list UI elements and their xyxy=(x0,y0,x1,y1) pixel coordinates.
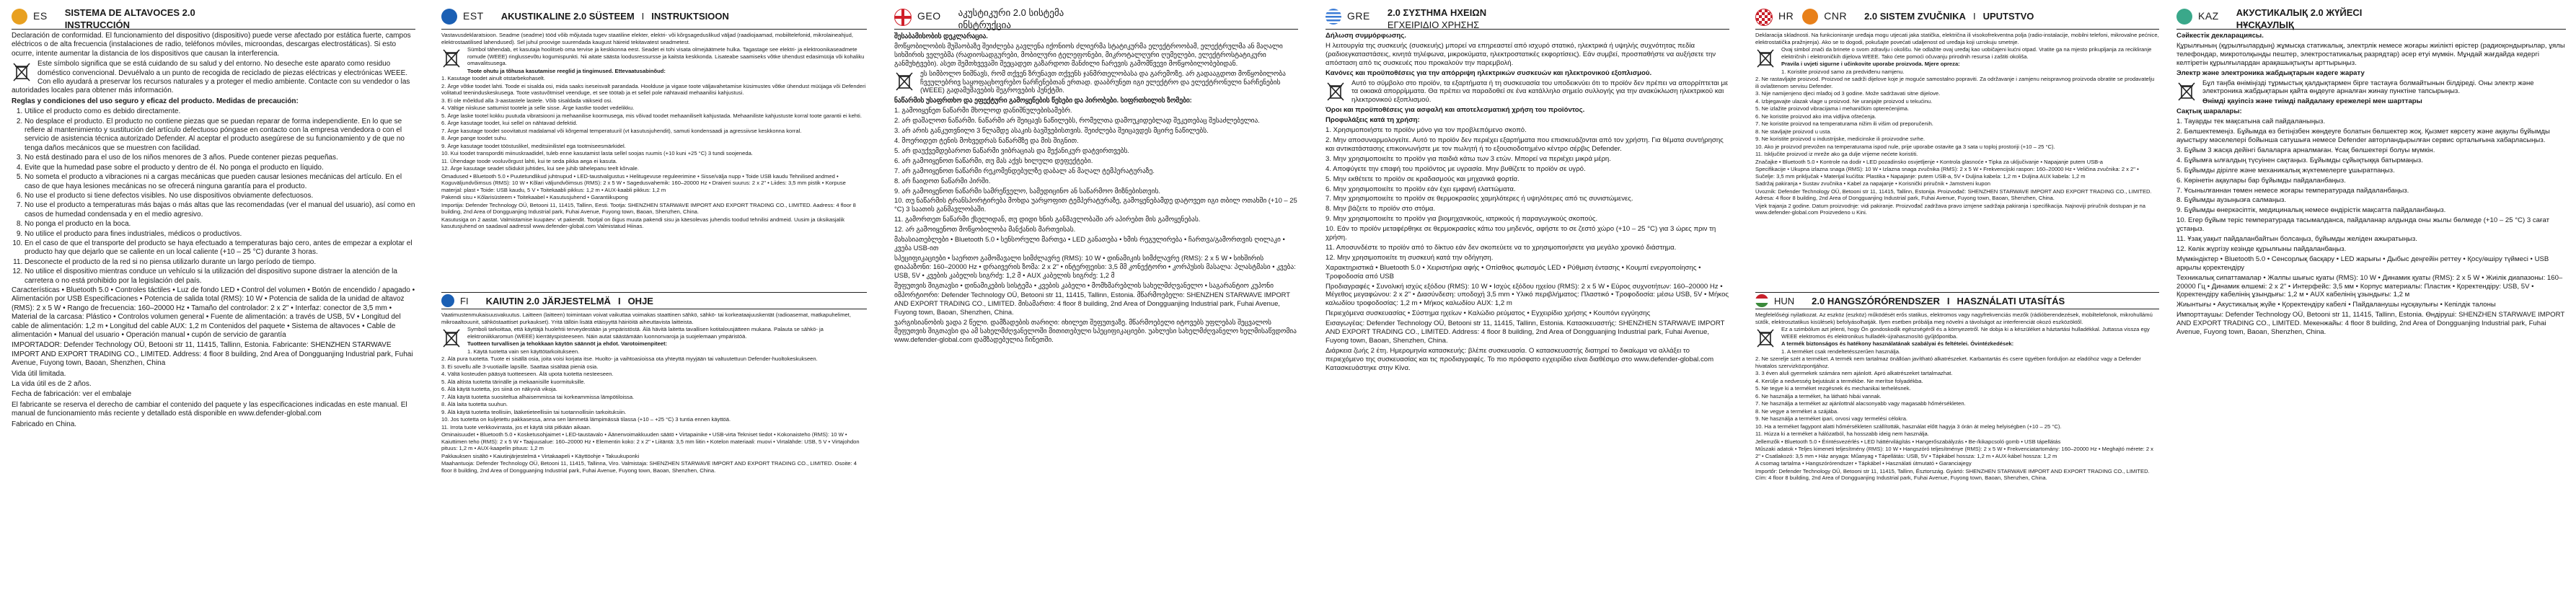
es-life: Vida útil limitada. xyxy=(12,369,66,378)
kaz-column xyxy=(2176,32,2566,601)
es-header xyxy=(12,6,415,30)
hr-para: 7. Ne koristite proizvod na temperaturama nižim ili višim od preporučenih. xyxy=(1755,120,1933,127)
hun-para: 9. Ne használja a terméket ipari, orvosi vagy termelési célokra. xyxy=(1755,415,1908,422)
kaz-lang-code: KAZ xyxy=(2198,10,2219,22)
es-rules-list xyxy=(12,107,415,286)
hr-title xyxy=(1864,12,2034,22)
es-rules-title: Reglas y condiciones del uso seguro y eficaz del producto. Medidas de precaución: xyxy=(12,97,299,105)
est-para: 8. Ärge pange toodet suhu. xyxy=(441,135,508,141)
est-para: 11. Ühendage toode vooluvõrgust lahti, kui te seda pikka aega ei kasuta. xyxy=(441,157,617,164)
fi-para: 8. Älä laita tuotetta suuhun. xyxy=(441,401,508,407)
gre-para: 12. Μην χρησιμοποιείτε τη συσκευή κατά την οδήγηση. xyxy=(1326,253,1494,262)
hun-title xyxy=(1812,296,2065,306)
kaz-para: Электр және электроника жабдықтарын кәдеге жарату xyxy=(2176,69,2365,77)
es-rights: El fabricante se reserva el derecho de cambiar el contenido del paquete y las especificaciones indicadas en este manual. El manual de funcionamiento más reciente y detallado está disponible en www.defender-global.com xyxy=(12,400,407,418)
est-subtitle: INSTRUKTSIOON xyxy=(651,11,729,22)
gre-subtitle: ΕΓΧΕΙΡΙΔΙΟ ΧΡΗΣΗΣ xyxy=(1387,19,1480,30)
es-lang-code: ES xyxy=(33,10,48,22)
gre-para: 8. Μην βάζετε το προϊόν στο στόμα. xyxy=(1326,205,1436,213)
fi-lang-code: FI xyxy=(460,295,469,306)
fi-para: 6. Älä käytä tuotetta, jos siinä on näkyviä vikoja. xyxy=(441,386,557,392)
geo-para: 5. არ დაუქვემდებაროთ ნაწარმი ვიბრაციას და მექანიკურ დატვირთვებს. xyxy=(894,146,1129,154)
hr-para: Uvoznik: Defender Technology OÜ, Betooni str 11, 11415, Tallinn, Estonija. Proizvođač: SHENZHEN STARWAVE IMPORT AND EXPORT TRADING CO., LIMITED. Adresa: 4 floor 8 building, 2nd Area of Dongguanjing Industrial park, Fuhai Avenue, Fuyong town, Baoan, Shenzhen, China. xyxy=(1755,187,2152,201)
est-para: Importija: Defender Technology OÜ, Betooni 11, 11415, Tallinn, Eesti. Tootja: SHENZHEN STARWAVE IMPORT AND EXPORT TRADING CO., LIMITED. Aadress: 4 floor 8 building, 2nd Area of Dongguanjing Industrial park, Fuhai Avenue, Fuyong town, Baoan, Shenzhen, China. xyxy=(441,201,856,215)
kaz-para: Жиынтығы • Акустикалық жүйе • Қоректендіру кабелі • Пайдаланушы нұсқаулығы • Кепілдік талоны xyxy=(2176,301,2496,309)
kaz-para: 5. Бұйымды дірілге және механикалық жүктемелерге ұшыратпаңыз. xyxy=(2176,166,2395,175)
es-rule: 5. No someta el producto a vibraciones ni a cargas mecánicas que pueden causar lesiones mecánicas del artículo. En el caso de que haya lesiones mecánicas no se ofrecerá ninguna garantía para el producto. xyxy=(25,173,415,191)
est-para: 7. Ärge kasutage toodet soovitatust madalamal või kõrgemal temperatuuril (vt kasutusjuhendit), samuti kondensaadi ja agressiivse keskkonna korral. xyxy=(441,127,802,134)
geo-para: სპეციფიკაციები • საერთო გამომავალი სიმძლავრე (RMS): 10 W • დინამიკის სიმძლავრე (RMS): 2 x 5 W • სიხშირის დიაპაზონი: 160–20000 Hz • დრაივერის ზომა: 2 x 2" • ინტერფეისი: 3,5 მმ კონექტორი • კორპუსის მასალა: პლასტმასი • კვება: USB, 5V • კვების კაბელის სიგრძე: 1,2 მ • AUX კაბელის სიგრძე: 1,2 მ xyxy=(894,253,1296,279)
geo-para: 6. არ გამოიყენოთ ნაწარმი, თუ მას აქვს ხილული დეფექტები. xyxy=(894,156,1093,164)
hun-sep: I xyxy=(1946,295,1950,306)
kaz-para: Техникалық сипаттамалар • Жалпы шығыс қуаты (RMS): 10 W • Динамик қуаты (RMS): 2 x 5 W • Жиілік диапазоны: 160–20000 Гц • Динамик өлшемі: 2 x 2" • Интерфейс: 3,5 мм • Корпус материалы: Пластик • Қоректендіру: USB, 5V • Қоректендіру кабелінің ұзындығы: 1,2 м • AUX кабелінің ұзындығы: 1,2 м xyxy=(2176,273,2563,299)
est-para: 3. Ei ole mõeldud alla 3-aastastele lastele. Võib sisaldada väikseid osi. xyxy=(441,97,613,104)
geo-para: 8. არ ჩაიდოთ ნაწარმი პირში. xyxy=(894,176,991,185)
kaz-subtitle: НҰСҚАУЛЫҚ xyxy=(2236,19,2294,30)
fi-column xyxy=(441,312,867,600)
cnr-flag-icon xyxy=(1802,9,1818,25)
gre-para: 7. Μην χρησιμοποιείτε το προϊόν σε θερμοκρασίες χαμηλότερες ή υψηλότερες από τις συνιστώμενες. xyxy=(1326,195,1633,203)
geo-flag-icon xyxy=(894,9,912,26)
fi-flag-icon xyxy=(441,294,454,307)
hr-para: 9. Ne koristite proizvod u industrijske, medicinske ili proizvodne svrhe. xyxy=(1755,136,1926,142)
fi-para: 3. Ei sovellu alle 3-vuotiaille lapsille. Saattaa sisältää pieniä osia. xyxy=(441,363,599,370)
hr-para: Pravila i uvjeti sigurne i učinkovite uporabe proizvoda. Mjere opreza: xyxy=(1781,61,1960,67)
gre-title: 2.0 ΣΥΣΤΗΜΑ ΗΧΕΙΩΝ xyxy=(1387,7,1487,18)
geo-para: 7. არ გამოიყენოთ ნაწარმი რეკომენდებულზე დაბალ ან მაღალ ტემპერატურაზე. xyxy=(894,166,1155,175)
geo-title-block xyxy=(958,6,1064,30)
geo-para: 3. არ არის განკუთვნილი 3 წლამდე ასაკის ბავშვებისთვის. შეიძლება შეიცავდეს მცირე ნაწილებს. xyxy=(894,126,1209,135)
est-para: 4. Vältige niiskuse sattumist tootele ja selle sisse. Ärge kastke toodet vedelikku. xyxy=(441,105,635,111)
geo-title: აკუსტიკური 2.0 სისტემა xyxy=(958,7,1064,18)
gre-para: 11. Αποσυνδέστε το προϊόν από το δίκτυο εάν δεν σκοπεύετε να το χρησιμοποιήσετε για μεγάλο χρονικό διάστημα. xyxy=(1326,243,1677,252)
est-para: 2. Ärge võtke toodet lahti. Toode ei sisalda osi, mida saaks iseseisvalt parandada. Hoolduse ja vigase toote väljavahetamise küsimustes võtke ühendust müüjaga või Defenderi volitatud teeninduskeskusega. Toote vastuvõtmisel veenduge, et see töötab ja et sellel pole nähtavaid mehaanilisi kahjustusi. xyxy=(441,82,866,96)
fi-para: 1. Käytä tuotetta vain sen käyttötarkoitukseen. xyxy=(467,348,580,355)
weee-bin-icon xyxy=(2176,81,2197,102)
kaz-title: АКУСТИКАЛЫҚ 2.0 ЖҮЙЕСІ xyxy=(2236,7,2363,18)
geo-header xyxy=(894,6,1298,30)
hun-para: 10. Ha a terméket fagypont alatti hőmérsékleten szállították, használat előtt hagyja 3 órán át meleg helyiségben (+10 – 25 °C). xyxy=(1755,423,2062,430)
hun-para: Ez a szimbólum azt jelenti, hogy Ön gondoskodik egészségéről és a környezetről. Ne dobja ki a készüléket a háztartási hulladékkal. Juttassa vissza egy WEEE elektromos és elektronikus hulladék-újrahasznosító gyűjtőpontba. xyxy=(1781,326,2150,340)
geo-subtitle: ინსტრუქცია xyxy=(958,19,1012,30)
es-title: SISTEMA DE ALTAVOCES 2.0 xyxy=(64,7,195,18)
hr-para: 4. Izbjegavajte ulazak vlage u proizvod. Ne uranjajte proizvod u tekućinu. xyxy=(1755,97,1933,105)
kaz-para: 7. Ұсынылғаннан төмен немесе жоғары температурада пайдаланбаңыз. xyxy=(2176,186,2409,195)
geo-para: 4. მოერიდეთ ტენის მოხვედრას ნაწარმზე და მის შიგნით. xyxy=(894,136,1079,144)
kaz-para: 10. Егер бұйым теріс температурада тасымалданса, пайдаланар алдында оны жылы бөлмеде (+10 – 25 °C) 3 сағат ұстаңыз. xyxy=(2176,216,2549,234)
est-para: Pakendi sisu • Kõlarisüsteem • Toitekaabel • Kasutusjuhend • Garantiikupong xyxy=(441,194,628,200)
geo-para: ეს სიმბოლო ნიშნავს, რომ თქვენ ზრუნავთ თქვენს ჯანმრთელობასა და გარემოზე. არ გადააგდოთ მოწყობილობა ჩვეულებრივ საყოფაცხოვრებო ნარჩენებთან ერთად. დააბრუნეთ იგი ელექტრო და ელექტრონული ნარჩენების (WEEE) გადამუშავების შეგროვების პუნქტში. xyxy=(920,69,1286,94)
hun-para: Műszaki adatok • Teljes kimeneti teljesítmény (RMS): 10 W • Hangszóró teljesítménye (RMS): 2 x 5 W • Frekvenciatartomány: 160–20000 Hz • Meghajtó mérete: 2 x 2" • Csatlakozó: 3,5 mm • Ház anyaga: Műanyag • Tápellátás: USB, 5V • Tápkábel hossza: 1,2 m • AUX-kábel hossza: 1,2 m xyxy=(1755,446,2153,459)
fi-para: 11. Irrota tuote verkkovirrasta, jos et käytä sitä pitkään aikaan. xyxy=(441,423,591,430)
es-rule: 12. No utilice el dispositivo mientras conduce un vehículo si la utilización del dispositivo supone distraer la atención de la carretera o no está prohibido por la legislación del país. xyxy=(25,268,415,286)
fi-para: 5. Älä altista tuotetta tärinälle ja mekaanisille kuormituksille. xyxy=(441,378,586,385)
fi-title-text: KAIUTIN 2.0 JÄRJESTELMÄ xyxy=(485,295,611,306)
gre-para: Διάρκεια ζωής 2 έτη. Ημερομηνία κατασκευής: βλέπε συσκευασία. Ο κατασκευαστής διατηρεί το δικαίωμα να αλλάξει το περιεχόμενο της συσκευασίας και τις προδιαγραφές. Το πιο πρόσφατο εγχειρίδιο είναι διαθέσιμο στο www.defender-global.com Κατασκευάστηκε στην Κίνα. xyxy=(1326,346,1714,372)
fi-para: Vaatimustenmukaisuusvakuutus. Laitteen (laitteen) toimintaan voivat vaikuttaa voimakas staattinen sähkö, sähkö- tai korkeataajuuskentät (radioasemat, matkapuhelimet, mikroaaltouunit, sähköstaattiset purkaukset). Yritä tällöin lisätä etäisyyttä häiriöitä aiheuttavista laitteista. xyxy=(441,312,852,325)
es-weee: Este símbolo significa que se está cuidando de su salud y del entorno. No deseche este aparato como residuo doméstico convencional. Devuélvalo a un punto de recogida de reciclado de piezas eléctricas y electrónicas WEEE. Con ello ayudará a preservar los recursos naturales y a proteger el medio ambiente. Contacte con su vendedor o las autoridades locales para obtener más información. xyxy=(12,60,410,95)
hr-column xyxy=(1755,32,2159,281)
gre-para: Η λειτουργία της συσκευής (συσκευής) μπορεί να επηρεαστεί από ισχυρό στατικό, ηλεκτρικά ή υψηλής συχνότητας πεδία (ραδιοεγκαταστάσεις, κινητά τηλέφωνα, μικροκύματα, ηλεκτροστατικές εκφορτίσεις). Εάν συμβεί, προσπαθήστε να αυξήσετε την απόσταση από τις συσκευές που προκαλούν την παρεμβολή. xyxy=(1326,41,1716,67)
hr-para: 3. Nije namijenjeno djeci mlađoj od 3 godine. Može sadržavati sitne dijelove. xyxy=(1755,90,1941,97)
gre-lang-code: GRE xyxy=(1347,10,1370,22)
kaz-para: 8. Бұйымды аузыңызға салмаңыз. xyxy=(2176,196,2287,205)
est-column xyxy=(441,32,867,281)
gre-para: Αυτό το σύμβολο στο προϊόν, τα εξαρτήματα ή τη συσκευασία του υποδεικνύει ότι το προϊόν δεν πρέπει να απορρίπτεται με τα οικιακά απορρίμματα. Θα πρέπει να παραδοθεί σε ένα κατάλληλο σημείο συλλογής για την ανακύκλωση ηλεκτρικού και ηλεκτρονικού εξοπλισμού. xyxy=(1351,79,1729,105)
gre-header xyxy=(1326,6,1729,30)
fi-para: Symboli tarkoittaa, että käyttäjä huolehtii terveydestään ja ympäristöstä. Älä hävitä laitetta tavallisen kotitalousjätteen mukana. Palauta se sähkö- ja elektroniikkaromun (WEEE) kierrätyspisteeseen. Näin autat säästämään luonnonvaroja ja suojelemaan ympäristöä. xyxy=(467,326,824,340)
hr-para: Ovaj simbol znači da brinete o svom zdravlju i okolišu. Ne odlažite ovaj uređaj kao uobičajeni kućni otpad. Vratite ga na mjesto prikupljanja za recikliranje električnih i elektroničkih dijelova WEEE. Tako ćete pomoći očuvanju prirodnih resursa i zaštiti okoliša. xyxy=(1781,46,2152,60)
kaz-para: 3. Бұйым 3 жасқа дейінгі балаларға арналмаған. Ұсақ бөлшектері болуы мүмкін. xyxy=(2176,146,2435,154)
gre-para: Προδιαγραφές • Συνολική ισχύς εξόδου (RMS): 10 W • Ισχύς εξόδου ηχείου (RMS): 2 x 5 W • Εύρος συχνοτήτων: 160–20000 Hz • Μέγεθος μεγαφώνου: 2 x 2" • Διασύνδεση: υποδοχή 3,5 mm • Υλικό περιβλήματος: Πλαστικό • Τροφοδοσία: μέσω USB, 5V • Μήκος καλωδίου τροφοδοσίας: 1,2 m • Μήκος καλωδίου AUX: 1,2 m xyxy=(1326,282,1729,308)
est-header xyxy=(441,6,867,30)
est-para: Kasutusiga on 2 aastat. Valmistamise kuupäev: vt pakendit. Tootjal on õigus muuta pakendi sisu ja käesolevas juhendis toodud tehnilisi andmeid. Uusim ja üksikasjalik kasutusjuhend on saadaval aadressil www.defender-global.com Valmistatud Hiinas. xyxy=(441,216,845,229)
weee-bin-icon xyxy=(1326,81,1346,102)
gre-flag-icon xyxy=(1326,9,1341,25)
gre-para: Κανόνες και προϋποθέσεις για την απόρριψη ηλεκτρικών συσκευών και ηλεκτρονικού εξοπλισμού. xyxy=(1326,69,1652,77)
est-para: 1. Kasutage toodet ainult otstarbekohaselt. xyxy=(441,75,545,81)
geo-para: შესაბამისობის დეკლარაცია. xyxy=(894,32,988,40)
gre-para: Χαρακτηριστικά • Bluetooth 5.0 • Χειριστήρια αφής • Οπίσθιος φωτισμός LED • Ρύθμιση έντασης • Κουμπί ενεργοποίησης • Τροφοδοσία από USB xyxy=(1326,263,1701,281)
geo-para: ნაწარმის უსაფრთხო და ეფექტური გამოყენების წესები და პირობები. სიფრთხილის ზომები: xyxy=(894,96,1192,105)
kaz-title-block xyxy=(2236,6,2363,30)
gre-para: 4. Αποφύγετε την επαφή του προϊόντος με υγρασία. Μην βυθίζετε το προϊόν σε υγρό. xyxy=(1326,164,1586,173)
kaz-para: Бұл таңба өніміңізді тұрмыстық қалдықтармен бірге тастауға болмайтынын білдіреді. Оны электр және электроника жабдықтарын қайта өңдеуге арналған жинау пунктіне тапсырыңыз. xyxy=(2202,79,2534,96)
es-intro: Declaración de conformidad. El funcionamiento del dispositivo (dispositivo) puede verse afectado por estática fuerte, campos eléctricos o de alta frecuencia (instalaciones de radio, teléfonos móviles, microondas, descargas electrostáticas). Si esto ocurre, intente aumentar la distancia de los dispositivos que causan la interferencia. xyxy=(12,32,411,58)
fi-title xyxy=(486,296,653,306)
geo-para: შეფუთვის შიგთავსი • დინამიკების სისტემა • კვების კაბელი • მომხმარებლის სახელმძღვანელო • საგარანტიო კუპონი xyxy=(894,281,1274,289)
hr-para: Značajke • Bluetooth 5.0 • Kontrole na dodir • LED pozadinsko osvjetljenje • Kontrola glasnoće • Tipka za uključivanje • Napajanje putem USB-a xyxy=(1755,158,2103,165)
es-date: Fecha de fabricación: ver el embalaje xyxy=(12,390,132,399)
geo-para: მახასიათებლები • Bluetooth 5.0 • სენსორული მართვა • LED განათება • ხმის რეგულირება • ჩართვა/გამორთვის ღილაკი • კვება USB-ით xyxy=(894,235,1285,252)
est-para: 10. Kui toodet transporditi miinuskraadidel, tuleb enne kasutamist lasta sellel soojas ruumis (+10 kuni +25 °C) 3 tundi soojeneda. xyxy=(441,150,753,156)
kaz-para: Сәйкестік декларациясы. xyxy=(2176,32,2264,40)
est-para: Sümbol tähendab, et kasutaja hoolitseb oma tervise ja keskkonna eest. Seadet ei tohi visata olmejäätmete hulka. Tagastage see elektri- ja elektroonikaseadmete romude (WEEE) ringlussevõtu kogumispunkti. Nii aitate säästa loodusressursse ja kaitsta keskkonda. Lisateabe saamiseks võtke ühendust edasimüüja või kohaliku omavalitsusega. xyxy=(467,46,865,66)
hr-para: 5. Ne izlažite proizvod vibracijama i mehaničkim opterećenjima. xyxy=(1755,105,1910,112)
kaz-para: Сақтық шаралары: xyxy=(2176,107,2242,116)
gre-column xyxy=(1326,32,1729,601)
hun-para: Importőr: Defender Technology OÜ, Betooni str 11, 11415, Tallinn, Észtország. Gyártó: SHENZHEN STARWAVE IMPORT AND EXPORT TRADING CO., LIMITED. Cím: 4 floor 8 building, 2nd Area of Dongguanjing Industrial park, Fuhai Avenue, Fuyong town, Baoan, Shenzhen, China. xyxy=(1755,467,2150,481)
hun-para: 4. Kerülje a nedvesség bejutását a termékbe. Ne merítse folyadékba. xyxy=(1755,377,1923,384)
es-rule: 2. No desplace el producto. El producto no contiene piezas que se puedan reparar de forma independiente. En lo que se refiere al mantenimiento y sustitución del artículo defectuoso póngase en contacto con la empresa vendedora o con el servicio de asistencia técnica autorizado Defender. Al aceptar el producto asegúrese de su funcionamiento y de que no tenga daños mecánicos que se muestren con facilidad. xyxy=(25,118,415,154)
fi-para: 9. Älä käytä tuotetta teollisiin, lääketieteellisiin tai tuotannollisiin tarkoituksiin. xyxy=(441,408,627,415)
est-title-text: AKUSTIKALINE 2.0 SÜSTEEM xyxy=(500,11,635,22)
geo-para: 2. არ დაშალოთ ნაწარმი. ნაწარმი არ შეიცავს ნაწილებს, რომელთა დამოუკიდებლად შეკეთებაც შესაძლებელია. xyxy=(894,116,1260,125)
gre-title-block xyxy=(1388,6,1486,30)
geo-para: 10. თუ ნაწარმის ტრანსპორტირება მოხდა უარყოფით ტემპერატურაზე, გამოყენებამდე დატოვეთ იგი თბილ ოთახში (+10 – 25 °C) 3 საათის განმავლობაში. xyxy=(894,196,1297,213)
kaz-para: Өнімді қауіпсіз және тиімді пайдалану ережелері мен шарттары xyxy=(2202,97,2422,106)
gre-para: 1. Χρησιμοποιήστε το προϊόν μόνο για τον προβλεπόμενο σκοπό. xyxy=(1326,126,1527,135)
es-rule: 11. Desconecte el producto de la red si no piensa utilizarlo durante un largo período de tiempo. xyxy=(25,258,415,267)
geo-lang-code: GEO xyxy=(917,10,941,22)
fi-para: Maahantuoja: Defender Technology OÜ, Betooni 11, 11415, Tallinna, Viro. Valmistaja: SHENZHEN STARWAVE IMPORT AND EXPORT TRADING CO., LIMITED. Osoite: 4 floor 8 building, 2nd Area of Dongguanjing Industrial park, Fuhai Avenue, Fuyong town, Baoan, Shenzhen, China. xyxy=(441,460,857,474)
fi-para: Ominaisuudet • Bluetooth 5.0 • Kosketusohjaimet • LED-taustavalo • Äänenvoimakkuuden säätö • Virtapainike • USB-virta Tekniset tiedot • Kokonaisteho (RMS): 10 W • Kaiuttimen teho (RMS): 2 x 5 W • Taajuusalue: 160–20000 Hz • Elementin koko: 2 x 2" • Liitäntä: 3,5 mm liitin • Kotelon materiaali: muovi • Virtalähde: USB, 5 V • Virtajohdon pituus: 1,2 m • AUX-kaapelin pituus: 1,2 m xyxy=(441,431,860,451)
kaz-para: 12. Көлік жүргізу кезінде құрылғыны пайдаланбаңыз. xyxy=(2176,244,2347,253)
hr-para: 10. Ako je proizvod prevožen na temperaturama ispod nule, prije uporabe ostavite ga 3 sata u toploj prostoriji (+10 – 25 °C). xyxy=(1755,143,2055,150)
es-made: Fabricado en China. xyxy=(12,420,77,428)
hun-para: 2. Ne szerelje szét a terméket. A termék nem tartalmaz önállóan javítható alkatrészeket. Karbantartás és csere ügyében forduljon az eladóhoz vagy a Defender hivatalos szervizközpontjához. xyxy=(1755,356,2141,369)
kaz-flag-icon xyxy=(2176,9,2192,25)
hun-para: Megfelelőségi nyilatkozat. Az eszköz (eszköz) működését erős statikus, elektromos vagy nagyfrekvenciás mezők (rádióberendezések, mobiltelefonok, mikrohullámú sütők, elektrosztatikus kisülések) befolyásolhatják. Ilyen esetben próbálja meg növelni a távolságot az interferenciát okozó eszközöktől. xyxy=(1755,312,2153,325)
hr-lang-code: HR xyxy=(1778,10,1794,22)
es-column xyxy=(12,32,415,601)
gre-para: Εισαγωγέας: Defender Technology OÜ, Betooni str 11, 11415, Tallinn, Estonia. Κατασκευαστής: SHENZHEN STARWAVE IMPORT AND EXPORT TRADING CO., LIMITED. Address: 4 floor 8 building, 2nd Area of Dongguanjing Industrial park, Fuhai Avenue, Fuyong town, Baoan, Shenzhen, China. xyxy=(1326,319,1725,345)
cnr-lang-code: CNR xyxy=(1824,10,1848,22)
hr-para: Vijek trajanja 2 godine. Datum proizvodnje: vidi pakiranje. Proizvođač zadržava pravo izmjene sadržaja pakiranja i specifikacija. Najnoviji priručnik dostupan je na www.defender-global.com Proizvedeno u Kini. xyxy=(1755,202,2145,216)
es-rule: 4. Evite que la humedad pase sobre el producto y dentro de él. No ponga el producto en líquido. xyxy=(25,164,415,172)
gre-para: 9. Μην χρησιμοποιείτε το προϊόν για βιομηχανικούς, ιατρικούς ή παραγωγικούς σκοπούς. xyxy=(1326,215,1598,224)
hun-para: A csomag tartalma • Hangszórórendszer • Tápkábel • Használati útmutató • Garanciajegy xyxy=(1755,460,1972,467)
gre-para: Όροι και προϋποθέσεις για ασφαλή και αποτελεσματική χρήση του προϊόντος. xyxy=(1326,106,1585,115)
es-rule: 8. No ponga el producto en la boca. xyxy=(25,220,415,229)
weee-bin-icon xyxy=(12,61,32,83)
fi-sep: I xyxy=(617,295,621,306)
geo-para: 12. არ გამოიყენოთ მოწყობილობა მანქანის მართვისას. xyxy=(894,225,1076,234)
fi-para: 4. Vältä kosteuden pääsyä tuotteeseen. Älä upota tuotetta nesteeseen. xyxy=(441,371,614,377)
weee-bin-icon xyxy=(441,327,462,349)
gre-para: Προφυλάξεις κατά τη χρήση: xyxy=(1326,116,1420,125)
hr-para: Sadržaj pakiranja • Sustav zvučnika • Kabel za napajanje • Korisnički priručnik • Jamstveni kupon xyxy=(1755,180,1990,187)
es-rule: 6. No use el producto si tiene defectos visibles. No use dispositivos obviamente defectuosos. xyxy=(25,192,415,200)
fi-subtitle: OHJE xyxy=(627,295,653,306)
kaz-para: Мүмкіндіктер • Bluetooth 5.0 • Сенсорлық басқару • LED жарығы • Дыбыс деңгейін реттеу • Қосу/өшіру түймесі • USB арқылы қоректендіру xyxy=(2176,255,2549,272)
fi-para: Tuotteen turvallisen ja tehokkaan käytön säännöt ja ehdot. Varotoimenpiteet: xyxy=(467,340,668,347)
hr-para: 6. Ne koristite proizvod ako ima vidljiva oštećenja. xyxy=(1755,112,1876,120)
hun-para: 3. 3 éven aluli gyermekek számára nem ajánlott. Apró alkatrészeket tartalmazhat. xyxy=(1755,370,1953,376)
kaz-para: Импорттаушы: Defender Technology OÜ, Betooni str 11, 11415, Tallinn, Estonia. Өндіруші: SHENZHEN STARWAVE IMPORT AND EXPORT TRADING CO., LIMITED. Мекенжайы: 4 floor 8 building, 2nd Area of Dongguanjing Industrial park, Fuhai Avenue, Fuyong town, Baoan, Shenzhen, China. xyxy=(2176,311,2565,337)
fi-para: 2. Älä pura tuotetta. Tuote ei sisällä osia, joita voisi korjata itse. Huolto- ja vaihtoasioissa ota yhteyttä myyjään tai valtuutettuun Defender-huoltokeskukseen. xyxy=(441,356,818,362)
gre-para: 6. Μην χρησιμοποιείτε το προϊόν εάν έχει εμφανή ελαττώματα. xyxy=(1326,185,1516,193)
hun-para: Jellemzők • Bluetooth 5.0 • Érintésvezérlés • LED háttérvilágítás • Hangerőszabályzás • Be-/kikapcsoló gomb • USB tápellátás xyxy=(1755,438,2061,445)
es-importer: IMPORTADOR: Defender Technology OÜ, Betooni str 11, 11415, Tallinn, Estonia. Fabricante: SHENZHEN STARWAVE IMPORT AND EXPORT TRADING CO., LIMITED. Address: 4 floor 8 building, 2nd Area of Dongguanjing Industrial park, Fuhai Avenue, Fuyong town, Baoan, Shenzhen, China xyxy=(12,341,413,368)
est-sep: I xyxy=(641,11,645,22)
hr-para: 11. Isključite proizvod iz mreže ako ga dulje vrijeme nećete koristiti. xyxy=(1755,151,1918,157)
hun-para: A termék biztonságos és hatékony használatának szabályai és feltételei. Óvintézkedések: xyxy=(1781,340,2014,347)
geo-para: მოწყობილობის მუშაობაზე შეიძლება გავლენა იქონიოს ძლიერმა სტატიკურმა ელექტროობამ, ელექტრულმა ან მაღალი სიხშირის ველებმა (რადიოსადგურები, მობილური ტელეფონები, მიკროტალღური ღუმელები, ელექტროსტატიკური განმუხტვები). ასეთ შემთხვევაში შეეცადეთ გაზარდოთ მანძილი ჩარევის გამომწვევი მოწყობილობებიდან. xyxy=(894,41,1283,67)
es-rule: 3. No está destinado para el uso de los niños menores de 3 años. Puede contener piezas pequeñas. xyxy=(25,154,415,162)
hr-flag-icon xyxy=(1755,9,1773,26)
kaz-para: 2. Бөлшектемеңіз. Бұйымда өз бетіңізбен жөндеуге болатын бөлшектер жоқ. Қызмет көрсету және ақаулы бұйымды ауыстыру мәселелері бойынша сатушыға немесе Defender авторландырылған сервис орталығына хабарласыңыз. xyxy=(2176,128,2550,144)
kaz-para: 4. Бұйымға ылғалдың түсуінен сақтаңыз. Бұйымды сұйықтыққа батырмаңыз. xyxy=(2176,156,2423,164)
fi-header xyxy=(441,292,867,309)
hun-column xyxy=(1755,312,2159,600)
kaz-para: 6. Көрінетін ақаулары бар бұйымды пайдаланбаңыз. xyxy=(2176,176,2346,185)
hun-para: 5. Ne tegye ki a terméket rezgésnek és mechanikai terhelésnek. xyxy=(1755,385,1911,392)
est-para: 5. Ärge laske tootel kokku puutuda vibratsiooni ja mehaanilise koormusega, mis võivad toodet mehaaniliselt kahjustada. Mehaaniliste kahjustuste korral toote garantii ei kehti. xyxy=(441,112,862,119)
est-para: 12. Ärge kasutage seadet sõidukit juhtides, kui see juhib tähelepanu teelt kõrvale. xyxy=(441,165,639,172)
es-rule: 10. En el caso de que el transporte del producto se haya efectuado a temperaturas bajo cero, antes de empezar a explotar el producto hay que dejarlo que se caliente en un local caliente (+10 – 25 °C) durante 3 horas. xyxy=(25,239,415,257)
est-lang-code: EST xyxy=(463,10,484,22)
hr-para: Deklaracija skladnosti. Na funkcioniranje uređaja mogu utjecati jaka statička, električna ili visokofrekventna polja (radio-instalacije, mobilni telefoni, mikrovalne pećnice, elektrostatička pražnjenja). Ako se to dogodi, pokušajte povećati udaljenost od uređaja koji uzrokuju smetnje. xyxy=(1755,32,2159,45)
weee-bin-icon xyxy=(894,71,914,92)
hun-lang-code: HUN xyxy=(1774,295,1795,306)
weee-bin-icon xyxy=(441,48,462,69)
es-subtitle: INSTRUCCIÓN xyxy=(64,19,130,30)
geo-para: 11. გამორთეთ ნაწარმი ქსელიდან, თუ დიდი ხნის განმავლობაში არ აპირებთ მის გამოყენებას. xyxy=(894,215,1201,224)
geo-para: 9. არ გამოიყენოთ ნაწარმი სამრეწველო, სამედიცინო ან საწარმოო მიზნებისთვის. xyxy=(894,186,1160,195)
geo-para: 1. გამოიყენეთ ნაწარმი მხოლოდ დანიშნულებისამებრ. xyxy=(894,106,1072,115)
kaz-para: 9. Бұйымды өнеркәсіптік, медициналық немесе өндірістік мақсатта пайдаланбаңыз. xyxy=(2176,206,2446,215)
hr-header xyxy=(1755,6,2159,30)
gre-para: 3. Μην χρησιμοποιείτε το προϊόν για παιδιά κάτω των 3 ετών. Μπορεί να περιέχει μικρά μέρη. xyxy=(1326,154,1611,163)
hun-header xyxy=(1755,292,2159,309)
kaz-para: 1. Тауарды тек мақсатына сай пайдаланыңыз. xyxy=(2176,118,2326,126)
hun-para: 8. Ne vegye a terméket a szájába. xyxy=(1755,407,1839,415)
hr-sep: I xyxy=(1972,11,1976,22)
hr-para: 1. Koristite proizvod samo za predviđenu namjenu. xyxy=(1781,68,1905,75)
est-para: Vastavusdeklaratsioon. Seadme (seadme) tööd võib mõjutada tugev staatiline elekter, elektri- või kõrgsageduslikud väljad (raadiojaamad, mobiiltelefonid, mikrolaineahjud, elektrostaatilised lahendused). Sel juhul proovige suurendada kaugust häireid tekitavatest seadmetest. xyxy=(441,32,853,45)
gre-para: Περιεχόμενα συσκευασίας • Σύστημα ηχείων • Καλώδιο ρεύματος • Εγχειρίδιο χρήσης • Κουπόνι εγγύησης xyxy=(1326,309,1651,318)
hun-title-text: 2.0 HANGSZÓRÓRENDSZER xyxy=(1812,295,1940,306)
hr-title-text: 2.0 SISTEM ZVUČNIKA xyxy=(1864,11,1966,22)
est-title xyxy=(501,12,729,22)
gre-para: 2. Μην αποσυναρμολογείτε. Αυτό το προϊόν δεν περιέχει εξαρτήματα που επισκευάζονται από τον χρήστη. Για θέματα συντήρησης και αντικατάστασης επικοινωνήστε με τον πωλητή ή το εξουσιοδοτημένο κέντρο σέρβις Defender. xyxy=(1326,136,1724,153)
fi-para: Pakkauksen sisältö • Kaiutinjärjestelmä • Virtakaapeli • Käyttöohje • Takuukuponki xyxy=(441,452,640,459)
weee-bin-icon xyxy=(1755,327,1776,349)
est-para: Omadused • Bluetooth 5.0 • Puutetundlikud juhtnupud • LED-taustvalgustus • Helitugevuse reguleerimine • Sisse/välja nupp • Toide USB kaudu Tehnilised andmed • Koguväljundvõimsus (RMS): 10 W • Kõlari väljundvõimsus (RMS): 2 x 5 W • Sagedusvahemik: 160–20000 Hz • Draiveri suurus: 2 x 2" • Liides: 3,5 mm pistik • Korpuse materjal: plast • Toide: USB kaudu, 5 V • Toitekaabli pikkus: 1,2 m • AUX-kaabli pikkus: 1,2 m xyxy=(441,172,846,193)
est-para: Toote ohutu ja tõhusa kasutamise reeglid ja tingimused. Ettevaatusabinõud: xyxy=(467,67,666,74)
es-flag-icon xyxy=(12,9,27,25)
hun-subtitle: HASZNÁLATI UTASÍTÁS xyxy=(1957,295,2065,306)
hr-subtitle: UPUTSTVO xyxy=(1982,11,2034,22)
geo-para: იმპორტიორი: Defender Technology OÜ, Betooni str 11, 11415, Tallinn, Estonia. მწარმოებელი: SHENZHEN STARWAVE IMPORT AND EXPORT TRADING CO., LIMITED. მისამართი: 4 floor 8 building, 2nd Area of Dongguanjing Industrial park, Fuhai Avenue, Fuyong town, Baoan, Shenzhen, China. xyxy=(894,291,1290,317)
kaz-para: Құрылғының (құрылғылардың) жұмысқа статикалық, электрлік немесе жоғары жиілікті өрістер (радиоқондырғылар, ұялы телефондар, микротолқынды пештер, электростатикалық разрядтар) әсер етуі мүмкін. Мұндай жағдайда кедергі келтіретін құрылғылардан арақашықтықты арттырыңыз. xyxy=(2176,41,2565,67)
hr-para: 8. Ne stavljajte proizvod u usta. xyxy=(1755,128,1832,135)
kaz-header xyxy=(2176,6,2566,30)
est-flag-icon xyxy=(441,9,457,25)
est-para: 9. Ärge kasutage toodet tööstuslikel, meditsiinilistel ega tootmiseesmärkidel. xyxy=(441,142,626,149)
hun-para: 1. A terméket csak rendeltetésszerűen használja. xyxy=(1781,348,1901,355)
es-title-block xyxy=(65,6,195,30)
es-rule: 9. No utilice el producto para fines industriales, médicos o productivos. xyxy=(25,230,415,239)
est-para: 6. Ärge kasutage toodet, kui sellel on nähtavad defektid. xyxy=(441,120,578,126)
weee-bin-icon xyxy=(1755,48,1776,69)
es-specs: Características • Bluetooth 5.0 • Controles táctiles • Luz de fondo LED • Control del volumen • Botón de encendido / apagado • Alimentación por USB Especificaciones • Potencia de salida total (RMS): 10 W • Potencia de salida de la unidad de altavoz (RMS): 2 x 5 W • Rango de frecuencia: 160–20000 Hz • Tamaño del controlador: 2 x 2" • Interfaz: conector de 3,5 mm • Material de la carcasa: Plástico • Controlos volumen general • Fuente de alimentación: a través de USB, 5V • Longitud del cable de alimentación: 1,2 m • Longitud del cable AUX: 1,2 m Contenidos del paquete • Sistema de altavoces • Cable de alimentación • Manual del usuario • Operación manual • cupón de servicio de garantía xyxy=(12,286,415,339)
fi-para: 7. Älä käytä tuotetta suositeltua alhaisemmissa tai korkeammissa lämpötiloissa. xyxy=(441,393,635,400)
es-rule: 7. No use el producto a temperaturas más bajas o más altas que las recomendadas (ver el manual del usuario), así como en casos de humedad condensada y en el medio agresivo. xyxy=(25,201,415,219)
hun-para: 7. Ne használja a terméket az ajánlottnál alacsonyabb vagy magasabb hőmérsékleten. xyxy=(1755,400,1966,407)
gre-para: 5. Μην εκθέτετε το προϊόν σε κραδασμούς και μηχανικά φορτία. xyxy=(1326,175,1519,183)
geo-column xyxy=(894,32,1298,601)
es-life2: La vida útil es de 2 años. xyxy=(12,380,92,389)
hr-para: Specifikacije • Ukupna izlazna snaga (RMS): 10 W • Izlazna snaga zvučnika (RMS): 2 x 5 W • Frekvencijski raspon: 160–20000 Hz • Veličina zvučnika: 2 x 2" • Sučelje: 3,5 mm priključak • Materijal kućišta: Plastika • Napajanje: putem USB-a, 5V • Duljina kabela: 1,2 m • Duljina AUX kabela: 1,2 m xyxy=(1755,166,2139,180)
geo-para: ვარგისიანობის ვადა 2 წელი. დამზადების თარიღი: იხილეთ შეფუთვაზე. მწარმოებელი იტოვებს უფლებას შეცვალოს შეფუთვის შიგთავსი და ამ სახელმძღვანელოში მითითებული სპეციფიკაციები. უახლესი სახელმძღვანელო ხელმისაწვდომია www.defender-global.com დამზადებულია ჩინეთში. xyxy=(894,318,1297,343)
kaz-para: 11. Ұзақ уақыт пайдаланбайтын болсаңыз, бұйымды желіден ажыратыңыз. xyxy=(2176,235,2417,244)
hun-para: 11. Húzza ki a terméket a hálózatból, ha hosszabb ideig nem használja. xyxy=(1755,430,1929,437)
hun-flag-icon xyxy=(1755,294,1768,307)
gre-para: 10. Εάν το προϊόν μεταφέρθηκε σε θερμοκρασίες κάτω του μηδενός, αφήστε το σε ζεστό χώρο (+10 – 25 °C) για 3 ώρες πριν τη χρήση. xyxy=(1326,225,1716,242)
hr-para: 2. Ne rastavljajte proizvod. Proizvod ne sadrži dijelove koje je moguće samostalno popraviti. Za održavanje i zamjenu neispravnog proizvoda obratite se prodavatelju ili ovlaštenom servisu Defender. xyxy=(1755,76,2155,89)
es-rule: 1. Utilice el producto como es debido directamente. xyxy=(25,107,415,116)
hun-para: 6. Ne használja a terméket, ha látható hibái vannak. xyxy=(1755,392,1882,399)
gre-para: Δήλωση συμμόρφωσης. xyxy=(1326,32,1406,40)
fi-para: 10. Jos tuotetta on kuljetettu pakkasessa, anna sen lämmetä lämpimässä tilassa (+10 – +25 °C) 3 tuntia ennen käyttöä. xyxy=(441,416,731,423)
